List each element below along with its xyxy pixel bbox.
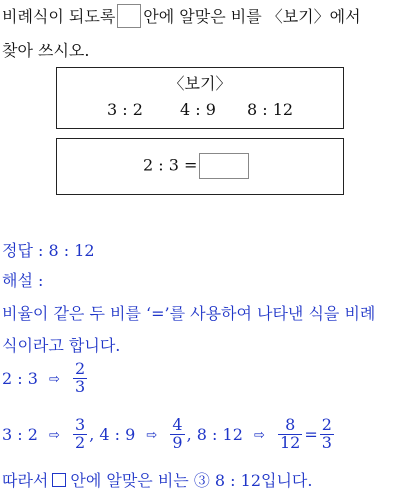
- eq1-ratio: 2 : 3: [2, 368, 38, 388]
- blank-square-icon: [52, 473, 66, 487]
- blank-box: [117, 4, 141, 28]
- answer-label: 정답 :: [2, 241, 44, 260]
- equation: [143, 153, 249, 179]
- example-option-2: 4 : 9: [180, 100, 216, 119]
- eq2-fraction-2: [170, 417, 184, 452]
- eq2-numerator-2: 4: [172, 415, 183, 434]
- arrow-icon: ⇨: [253, 427, 265, 443]
- eq2-fraction-4: [320, 417, 334, 452]
- explanation-equation-1: [2, 361, 89, 396]
- example-option-3: 8 : 12: [247, 100, 294, 119]
- question-line-1: [2, 4, 361, 30]
- explanation-label: 해설 :: [2, 271, 44, 290]
- question-line-2: 찾아 쓰시오.: [2, 41, 90, 60]
- eq2-denominator-1: 2: [75, 432, 86, 452]
- comma: ,: [186, 424, 192, 444]
- eq2-denominator-3: 12: [279, 432, 301, 452]
- eq2-numerator-1: 3: [75, 415, 86, 434]
- question-text-part1: 비례식이 되도록: [2, 7, 116, 26]
- eq2-fraction-3: [278, 417, 302, 452]
- equation-left: 2 : 3 =: [143, 155, 198, 175]
- eq1-denominator: 3: [75, 376, 86, 396]
- comma: ,: [89, 424, 95, 444]
- conclusion-part2: 안에 알맞은 비는 ③ 8 : 12입니다.: [70, 471, 313, 490]
- eq2-ratio-3: 8 : 12: [196, 424, 243, 444]
- explanation-equation-2: [2, 417, 336, 452]
- conclusion-part1: 따라서: [2, 471, 49, 490]
- example-option-1: 3 : 2: [107, 100, 143, 119]
- equation-box: [56, 138, 344, 195]
- arrow-icon: ⇨: [49, 371, 60, 387]
- eq2-fraction-1: [73, 417, 87, 452]
- explanation-line-1: 비율이 같은 두 비를 ‘=’를 사용하여 나타낸 식을 비례: [2, 304, 376, 323]
- answer-input-box: [199, 153, 249, 179]
- eq2-ratio-1: 3 : 2: [2, 424, 38, 444]
- eq2-numerator-3: 8: [285, 415, 296, 434]
- eq2-ratio-2: 4 : 9: [99, 424, 136, 444]
- example-box-title: 〈보기〉: [168, 74, 232, 93]
- arrow-icon: ⇨: [146, 427, 158, 443]
- arrow-icon: ⇨: [49, 427, 60, 443]
- answer-line: [2, 238, 95, 261]
- example-box: [56, 67, 344, 129]
- eq2-denominator-2: 9: [172, 432, 183, 452]
- conclusion-line: [2, 468, 312, 491]
- eq2-numerator-4: 2: [321, 415, 332, 434]
- eq1-fraction: [73, 361, 87, 396]
- equals-sign: =: [304, 424, 318, 444]
- question-text-part2: 안에 알맞은 비를 〈보기〉에서: [143, 7, 361, 26]
- eq2-denominator-4: 3: [321, 432, 332, 452]
- eq1-numerator: 2: [75, 359, 86, 378]
- explanation-line-2: 식이라고 합니다.: [2, 336, 121, 355]
- answer-value: 8 : 12: [48, 241, 95, 260]
